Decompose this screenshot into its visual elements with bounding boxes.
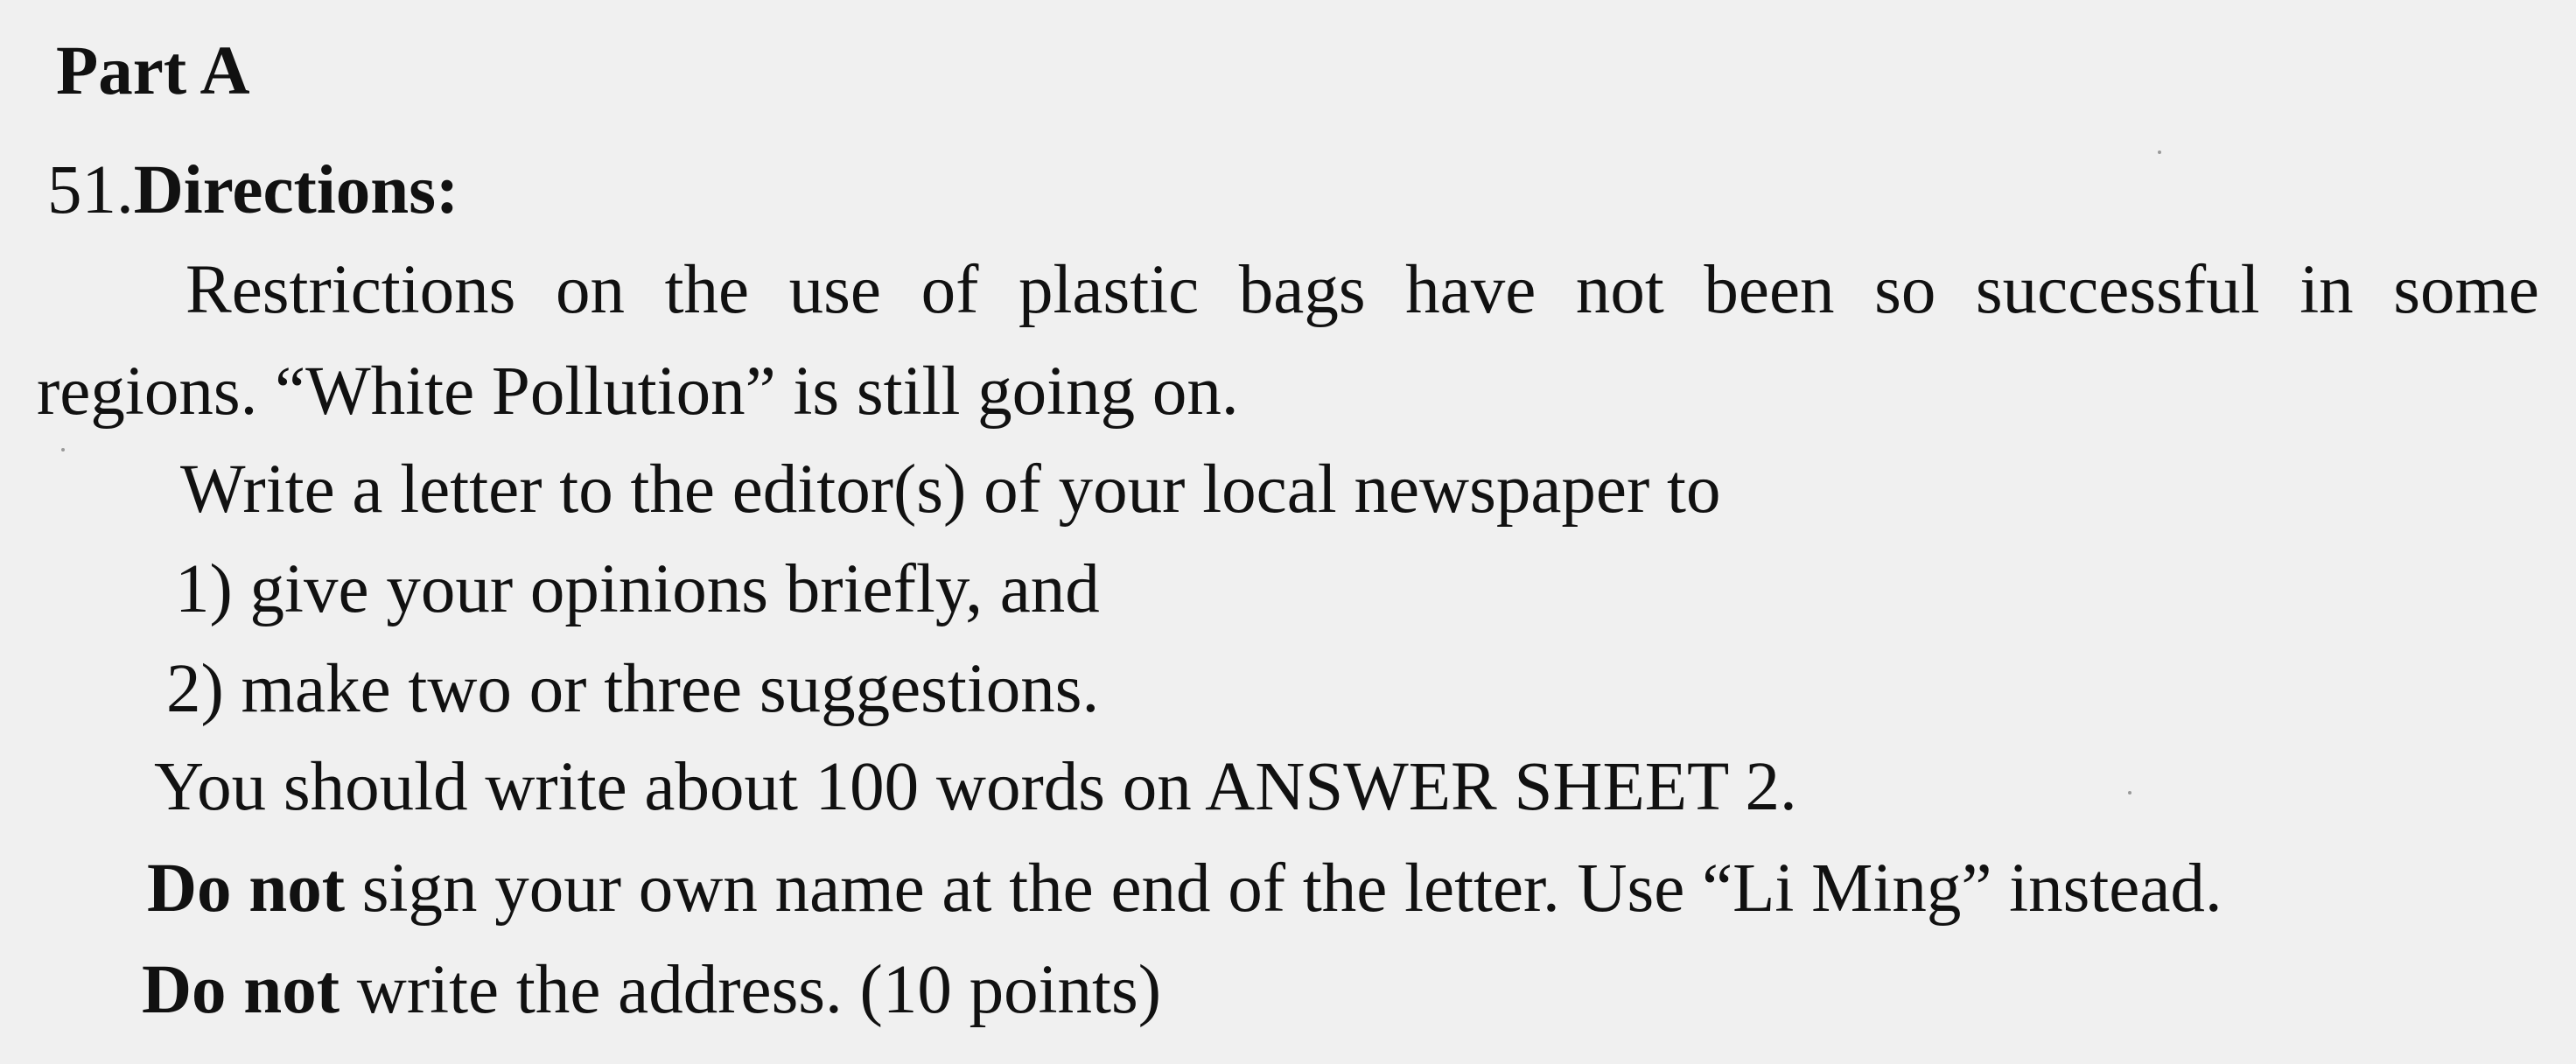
task-item-2: 2) make two or three suggestions. (166, 651, 1100, 727)
address-rest: write the address. (10 points) (340, 952, 1162, 1028)
scan-speck (61, 448, 65, 452)
paragraph-line-2: regions. “White Pollution” is still going on. (37, 354, 1239, 430)
part-title: Part A (56, 33, 250, 109)
address-instruction (142, 952, 1162, 1028)
task-item-1: 1) give your opinions briefly, and (175, 551, 1100, 627)
directions-label: Directions: (133, 152, 459, 228)
sign-rest: sign your own name at the end of the letter. Use “Li Ming” instead. (345, 850, 2222, 927)
paragraph-line-1: Restrictions on the use of plastic bags have not been so successful in some (186, 252, 2539, 328)
sign-emphasis: Do not (147, 850, 346, 927)
question-number: 51. (47, 152, 134, 228)
scan-speck (2158, 150, 2161, 154)
task-instruction: Write a letter to the editor(s) of your local newspaper to (180, 452, 1721, 528)
word-count-instruction: You should write about 100 words on ANSWER SHEET 2. (154, 749, 1797, 825)
sign-instruction (147, 850, 2222, 927)
address-emphasis: Do not (142, 952, 340, 1028)
question-heading (47, 152, 459, 228)
scan-speck (2128, 791, 2132, 794)
